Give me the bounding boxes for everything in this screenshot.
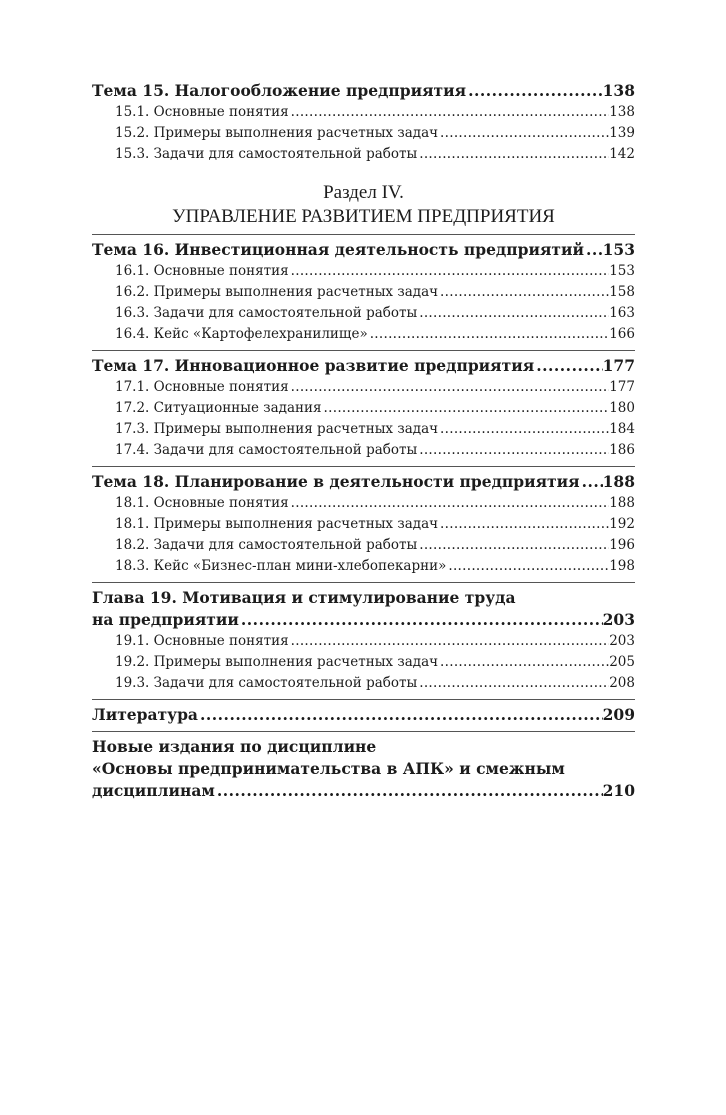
toc-subentry-title: 17.3. Примеры выполнения расчетных задач — [115, 421, 439, 437]
dot-leader — [419, 535, 609, 556]
toc-subentry[interactable] — [92, 652, 635, 673]
toc-entry-page: 177 — [602, 356, 635, 375]
toc-entry-title: дисциплинам — [92, 781, 215, 800]
toc-entry[interactable] — [92, 471, 635, 493]
toc-subentry-title: 19.1. Основные понятия — [115, 633, 289, 649]
toc-new-publications — [92, 736, 635, 804]
toc-entry-page: 203 — [602, 610, 635, 629]
toc-entry-title-line[interactable]: Новые издания по дисциплине — [92, 737, 377, 756]
toc-subentry-page: 177 — [609, 379, 635, 395]
dot-leader — [291, 102, 610, 123]
toc-entry-page: 188 — [602, 472, 635, 491]
toc-subentry[interactable] — [92, 514, 635, 535]
toc-subentry[interactable] — [92, 123, 635, 144]
dot-leader — [440, 282, 609, 303]
toc-topic-15 — [92, 80, 635, 167]
toc-subentry-page: 166 — [609, 326, 635, 342]
toc-subentry-title: 16.2. Примеры выполнения расчетных задач — [115, 284, 439, 300]
toc-entry-title: Литература — [92, 705, 198, 724]
toc-subentry[interactable] — [92, 282, 635, 303]
toc-subentry[interactable] — [92, 261, 635, 282]
toc-entry[interactable] — [92, 239, 635, 261]
dot-leader — [217, 780, 603, 802]
toc-subentry[interactable] — [92, 303, 635, 324]
toc-topic-16 — [92, 239, 635, 347]
toc-subentry-page: 205 — [609, 654, 635, 670]
toc-subentry[interactable] — [92, 673, 635, 694]
toc-literature — [92, 704, 635, 728]
dot-leader — [419, 440, 609, 461]
toc-subentry-title: 15.2. Примеры выполнения расчетных задач — [115, 125, 439, 141]
toc-entry-title: на предприятии — [92, 610, 239, 629]
toc-entry[interactable] — [92, 609, 635, 631]
dot-leader — [419, 303, 609, 324]
toc-subentry-title: 16.1. Основные понятия — [115, 263, 289, 279]
table-of-contents — [92, 80, 635, 804]
toc-entry-title: Тема 15. Налогообложение предприятия — [92, 81, 467, 100]
dot-leader — [200, 704, 603, 726]
toc-topic-19 — [92, 587, 635, 696]
toc-topic-18 — [92, 471, 635, 579]
toc-entry-page: 209 — [602, 705, 635, 724]
toc-subentry-page: 196 — [609, 537, 635, 553]
toc-subentry-page: 198 — [609, 558, 635, 574]
toc-subentry-title: 17.1. Основные понятия — [115, 379, 289, 395]
toc-subentry-title: 18.2. Задачи для самостоятельной работы — [115, 537, 418, 553]
toc-subentry[interactable] — [92, 144, 635, 165]
toc-subentry[interactable] — [92, 493, 635, 514]
dot-leader — [586, 239, 603, 261]
toc-subentry-title: 18.1. Примеры выполнения расчетных задач — [115, 516, 439, 532]
toc-subentry-page: 186 — [609, 442, 635, 458]
dot-leader — [536, 355, 602, 377]
dot-leader — [419, 673, 609, 694]
toc-subentry[interactable] — [92, 398, 635, 419]
dot-leader — [291, 631, 610, 652]
section-heading — [92, 181, 635, 229]
toc-entry-title: Тема 18. Планирование в деятельности предприятия — [92, 472, 580, 491]
toc-subentry-page: 158 — [609, 284, 635, 300]
toc-subentry-title: 18.1. Основные понятия — [115, 495, 289, 511]
toc-subentry-title: 16.4. Кейс «Картофелехранилище» — [115, 326, 368, 342]
toc-entry[interactable] — [92, 355, 635, 377]
toc-subentry-title: 19.3. Задачи для самостоятельной работы — [115, 675, 418, 691]
dot-leader — [468, 80, 603, 102]
dot-leader — [448, 556, 609, 577]
dot-leader — [440, 652, 609, 673]
dot-leader — [291, 377, 610, 398]
section-title: УПРАВЛЕНИЕ РАЗВИТИЕМ ПРЕДПРИЯТИЯ — [172, 206, 555, 227]
toc-subentry-page: 188 — [609, 495, 635, 511]
toc-subentry-page: 184 — [609, 421, 635, 437]
toc-subentry-title: 18.3. Кейс «Бизнес-план мини-хлебопекарни» — [115, 558, 447, 574]
toc-subentry-page: 180 — [609, 400, 635, 416]
toc-entry-title-line[interactable]: «Основы предпринимательства в АПК» и смежным — [92, 759, 565, 778]
toc-subentry-page: 142 — [609, 146, 635, 162]
toc-subentry[interactable] — [92, 419, 635, 440]
toc-entry-title-line[interactable]: Глава 19. Мотивация и стимулирование труда — [92, 588, 516, 607]
divider — [92, 234, 635, 235]
divider — [92, 731, 635, 732]
toc-entry-page: 153 — [602, 240, 635, 259]
toc-subentry-page: 163 — [609, 305, 635, 321]
dot-leader — [291, 493, 610, 514]
toc-subentry[interactable] — [92, 102, 635, 123]
toc-subentry[interactable] — [92, 440, 635, 461]
toc-entry[interactable] — [92, 704, 635, 726]
dot-leader — [291, 261, 610, 282]
dot-leader — [241, 609, 603, 631]
toc-entry[interactable] — [92, 80, 635, 102]
toc-subentry-title: 15.1. Основные понятия — [115, 104, 289, 120]
toc-subentry-title: 17.4. Задачи для самостоятельной работы — [115, 442, 418, 458]
divider — [92, 699, 635, 700]
toc-subentry-page: 192 — [609, 516, 635, 532]
divider — [92, 350, 635, 351]
toc-subentry[interactable] — [92, 324, 635, 345]
toc-subentry-page: 139 — [609, 125, 635, 141]
toc-subentry-title: 17.2. Ситуационные задания — [115, 400, 322, 416]
toc-entry-title: Тема 16. Инвестиционная деятельность предприятий — [92, 240, 584, 259]
toc-subentry-page: 208 — [609, 675, 635, 691]
dot-leader — [324, 398, 610, 419]
toc-subentry-page: 153 — [609, 263, 635, 279]
toc-subentry-page: 138 — [609, 104, 635, 120]
toc-subentry-title: 15.3. Задачи для самостоятельной работы — [115, 146, 418, 162]
toc-topic-17 — [92, 355, 635, 463]
dot-leader — [440, 123, 609, 144]
toc-entry[interactable] — [92, 780, 635, 802]
dot-leader — [419, 144, 609, 165]
divider — [92, 466, 635, 467]
dot-leader — [370, 324, 610, 345]
toc-subentry[interactable] — [92, 377, 635, 398]
toc-subentry[interactable] — [92, 631, 635, 652]
toc-entry-title: Тема 17. Инновационное развитие предприятия — [92, 356, 535, 375]
toc-subentry-title: 19.2. Примеры выполнения расчетных задач — [115, 654, 439, 670]
toc-subentry[interactable] — [92, 556, 635, 577]
toc-entry-page: 138 — [602, 81, 635, 100]
toc-subentry-title: 16.3. Задачи для самостоятельной работы — [115, 305, 418, 321]
toc-subentry-page: 203 — [609, 633, 635, 649]
dot-leader — [440, 514, 609, 535]
divider — [92, 582, 635, 583]
section-number: Раздел IV. — [323, 182, 404, 203]
dot-leader — [440, 419, 609, 440]
dot-leader — [582, 471, 603, 493]
toc-entry-page: 210 — [602, 781, 635, 800]
toc-subentry[interactable] — [92, 535, 635, 556]
